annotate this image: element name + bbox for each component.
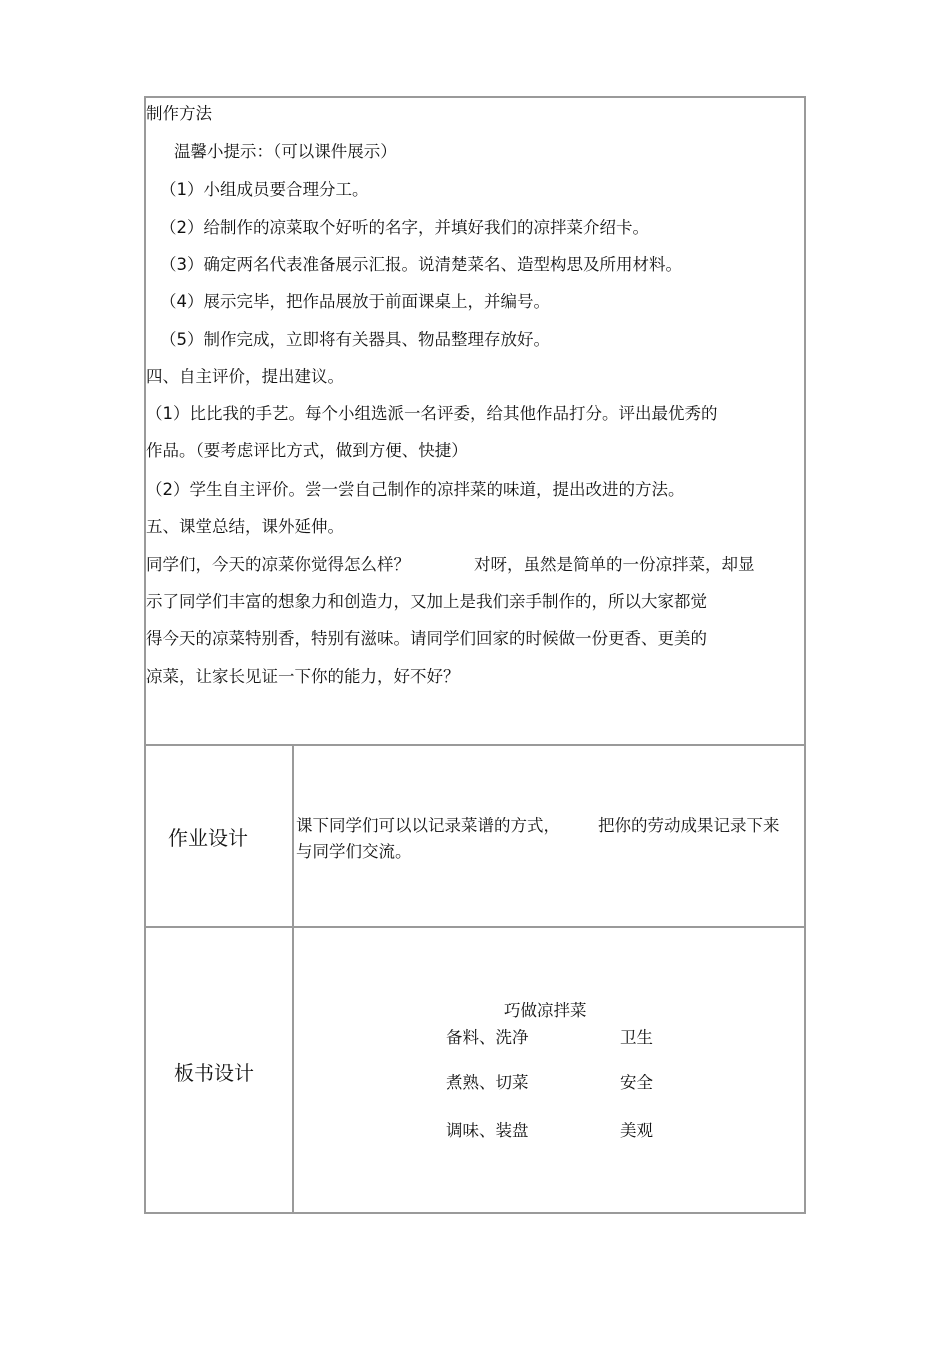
board-label: 板书设计 <box>174 1061 254 1085</box>
tip-item: （2）给制作的凉菜取个好听的名字，并填好我们的凉拌菜介绍卡。 <box>160 218 649 237</box>
method-heading: 制作方法 <box>146 104 212 123</box>
tip-title: 温馨小提示：（可以课件展示） <box>174 142 397 161</box>
tip-item: （5）制作完成，立即将有关器具、物品整理存放好。 <box>160 330 550 349</box>
tip-item: （1）小组成员要合理分工。 <box>160 180 369 199</box>
section4-item2: （2）学生自主评价。尝一尝自己制作的凉拌菜的味道，提出改进的方法。 <box>146 480 685 499</box>
homework-label: 作业设计 <box>168 826 248 850</box>
board-row-right: 美观 <box>620 1121 653 1140</box>
tip-item: （4）展示完毕，把作品展放于前面课桌上，并编号。 <box>160 292 550 311</box>
board-row-right: 卫生 <box>620 1028 653 1047</box>
lesson-plan-table <box>144 96 806 1214</box>
board-label-cell <box>146 928 294 1212</box>
homework-text-line2: 与同学们交流。 <box>296 842 412 861</box>
homework-label-cell <box>146 746 294 926</box>
board-row-left: 煮熟、切菜 <box>446 1073 529 1092</box>
section5-para-part1: 同学们，今天的凉菜你觉得怎么样？ <box>146 555 410 574</box>
section5-line2: 示了同学们丰富的想象力和创造力，又加上是我们亲手制作的，所以大家都觉 <box>146 592 707 611</box>
section4-heading: 四、自主评价，提出建议。 <box>146 367 344 386</box>
homework-row <box>146 746 804 928</box>
procedure-cell <box>146 98 804 746</box>
tip-item: （3）确定两名代表准备展示汇报。说清楚菜名、造型构思及所用材料。 <box>160 255 682 274</box>
board-row <box>146 928 804 1212</box>
board-title: 巧做凉拌菜 <box>504 1001 587 1020</box>
section5-line4: 凉菜，让家长见证一下你的能力，好不好？ <box>146 667 460 686</box>
board-row-left: 调味、装盘 <box>446 1121 529 1140</box>
section5-heading: 五、课堂总结，课外延伸。 <box>146 517 344 536</box>
board-row-right: 安全 <box>620 1073 653 1092</box>
section4-item1-line2: 作品。（要考虑评比方式，做到方便、快捷） <box>146 441 468 460</box>
section5-line3: 得今天的凉菜特别香，特别有滋味。请同学们回家的时候做一份更香、更美的 <box>146 629 707 648</box>
homework-text-part1: 课下同学们可以以记录菜谱的方式， <box>296 816 560 835</box>
section5-para-part2: 对呀，虽然是简单的一份凉拌菜，却显 <box>474 555 755 574</box>
board-row-left: 备料、洗净 <box>446 1028 529 1047</box>
section4-item1-line1: （1）比比我的手艺。每个小组选派一名评委，给其他作品打分。评出最优秀的 <box>146 404 718 423</box>
homework-text-part2: 把你的劳动成果记录下来 <box>598 816 780 835</box>
